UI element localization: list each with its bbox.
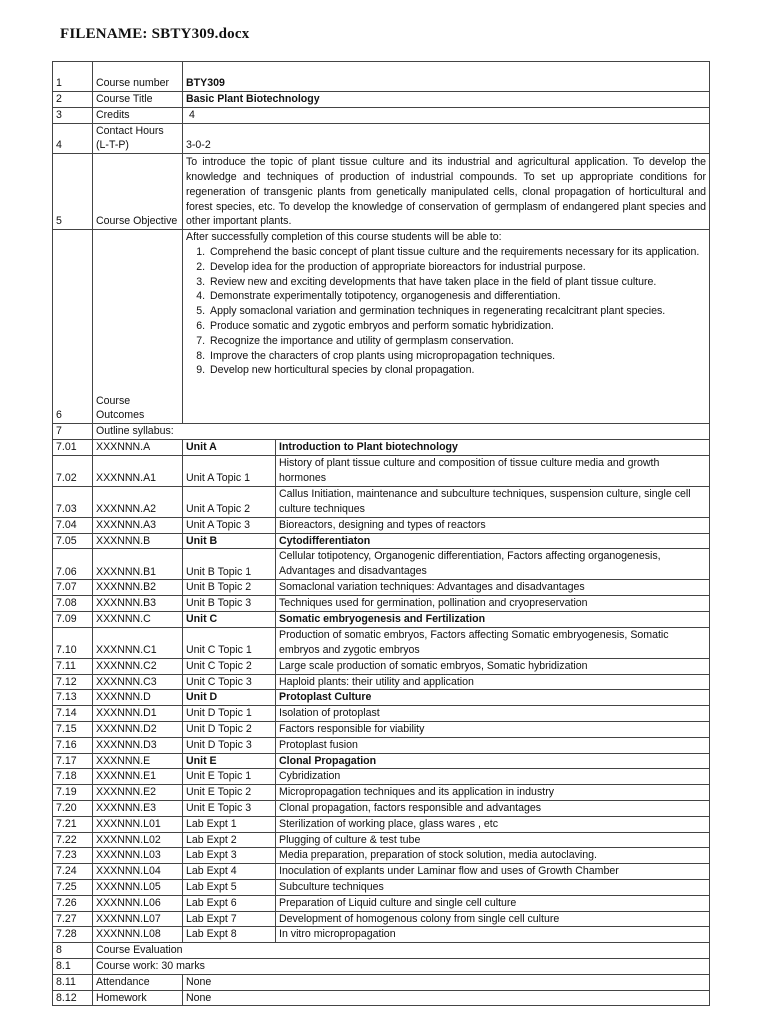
topic-text: Media preparation, preparation of stock solution, media autoclaving. — [276, 848, 710, 864]
syllabus-row — [53, 690, 710, 706]
module-code: XXXNNN.B — [93, 533, 183, 549]
row-number: 6 — [53, 230, 93, 424]
topic-text: Protoplast Culture — [276, 690, 710, 706]
syllabus-row — [53, 895, 710, 911]
row-number: 7.14 — [53, 706, 93, 722]
row-number: 7.28 — [53, 927, 93, 943]
module-code: XXXNNN.L05 — [93, 879, 183, 895]
syllabus-row — [53, 848, 710, 864]
row-value: Basic Plant Biotechnology — [183, 92, 710, 108]
row-number: 7.21 — [53, 816, 93, 832]
unit-label: Lab Expt 8 — [183, 927, 276, 943]
row-number: 7 — [53, 424, 93, 440]
header-row — [53, 92, 710, 108]
module-code: XXXNNN.A1 — [93, 455, 183, 486]
syllabus-row — [53, 596, 710, 612]
outcomes-row — [53, 230, 710, 424]
unit-label: Lab Expt 1 — [183, 816, 276, 832]
row-number: 8.12 — [53, 990, 93, 1006]
topic-text: Callus Initiation, maintenance and subculture techniques, suspension culture, single cell culture techniques — [276, 486, 710, 517]
module-code: XXXNNN.L06 — [93, 895, 183, 911]
row-number: 7.10 — [53, 627, 93, 658]
row-number: 2 — [53, 92, 93, 108]
unit-label: Unit B Topic 1 — [183, 549, 276, 580]
unit-label: Lab Expt 3 — [183, 848, 276, 864]
row-label: Course Outcomes — [93, 230, 183, 424]
unit-label: Unit B — [183, 533, 276, 549]
row-number: 1 — [53, 62, 93, 92]
row-number: 7.08 — [53, 596, 93, 612]
row-number: 7.22 — [53, 832, 93, 848]
topic-text: Large scale production of somatic embryos, Somatic hybridization — [276, 658, 710, 674]
row-number: 7.24 — [53, 864, 93, 880]
syllabus-row — [53, 455, 710, 486]
topic-text: Bioreactors, designing and types of reactors — [276, 517, 710, 533]
syllabus-row — [53, 927, 710, 943]
syllabus-row — [53, 864, 710, 880]
row-number: 4 — [53, 123, 93, 154]
row-label: Course Title — [93, 92, 183, 108]
unit-label: Lab Expt 6 — [183, 895, 276, 911]
syllabus-row — [53, 800, 710, 816]
topic-text: Somaclonal variation techniques: Advantages and disadvantages — [276, 580, 710, 596]
row-number: 7.06 — [53, 549, 93, 580]
row-value: BTY309 — [183, 62, 710, 92]
unit-label: Unit D Topic 1 — [183, 706, 276, 722]
row-number: 7.04 — [53, 517, 93, 533]
unit-label: Unit C Topic 2 — [183, 658, 276, 674]
unit-label: Lab Expt 4 — [183, 864, 276, 880]
unit-label: Unit D — [183, 690, 276, 706]
unit-label: Lab Expt 7 — [183, 911, 276, 927]
row-label: Outline syllabus: — [93, 424, 710, 440]
syllabus-row — [53, 769, 710, 785]
unit-label: Lab Expt 5 — [183, 879, 276, 895]
topic-text: History of plant tissue culture and composition of tissue culture media and growth hormones — [276, 455, 710, 486]
unit-label: Unit D Topic 2 — [183, 721, 276, 737]
unit-label: Unit C Topic 1 — [183, 627, 276, 658]
topic-text: Somatic embryogenesis and Fertilization — [276, 611, 710, 627]
outcome-item: 2. Develop idea for the production of appropriate bioreactors for industrial purpose. — [208, 260, 706, 275]
row-label: Attendance — [93, 974, 183, 990]
module-code: XXXNNN.A3 — [93, 517, 183, 533]
unit-label: Unit C Topic 3 — [183, 674, 276, 690]
unit-label: Unit E Topic 1 — [183, 769, 276, 785]
header-row — [53, 62, 710, 92]
row-label: Credits — [93, 107, 183, 123]
unit-label: Unit B Topic 3 — [183, 596, 276, 612]
row-number: 7.23 — [53, 848, 93, 864]
topic-text: Clonal Propagation — [276, 753, 710, 769]
row-number: 8.11 — [53, 974, 93, 990]
module-code: XXXNNN.L02 — [93, 832, 183, 848]
module-code: XXXNNN.E3 — [93, 800, 183, 816]
topic-text: Haploid plants: their utility and application — [276, 674, 710, 690]
unit-label: Unit A Topic 1 — [183, 455, 276, 486]
unit-label: Unit C — [183, 611, 276, 627]
row-number: 5 — [53, 154, 93, 230]
row-number: 7.15 — [53, 721, 93, 737]
module-code: XXXNNN.C — [93, 611, 183, 627]
module-code: XXXNNN.C2 — [93, 658, 183, 674]
row-value: None — [183, 990, 710, 1006]
module-code: XXXNNN.D1 — [93, 706, 183, 722]
row-number: 7.05 — [53, 533, 93, 549]
topic-text: Plugging of culture & test tube — [276, 832, 710, 848]
row-number: 7.20 — [53, 800, 93, 816]
topic-text: Introduction to Plant biotechnology — [276, 439, 710, 455]
syllabus-row — [53, 658, 710, 674]
unit-label: Unit E — [183, 753, 276, 769]
row-number: 7.01 — [53, 439, 93, 455]
eval-row — [53, 974, 710, 990]
module-code: XXXNNN.D — [93, 690, 183, 706]
row-value: 4 — [183, 107, 710, 123]
unit-label: Unit D Topic 3 — [183, 737, 276, 753]
row-number: 7.12 — [53, 674, 93, 690]
outcome-item: 1. Comprehend the basic concept of plant tissue culture and the requirements necessary for its application. — [208, 245, 706, 260]
syllabus-row — [53, 580, 710, 596]
syllabus-row — [53, 737, 710, 753]
outcome-item: 7. Recognize the importance and utility of germplasm conservation. — [208, 334, 706, 349]
row-number: 7.11 — [53, 658, 93, 674]
row-number: 7.26 — [53, 895, 93, 911]
row-number: 7.03 — [53, 486, 93, 517]
syllabus-row — [53, 911, 710, 927]
unit-label: Unit E Topic 3 — [183, 800, 276, 816]
outcome-item: 5. Apply somaclonal variation and germination techniques in regenerating recalcitrant plant species. — [208, 304, 706, 319]
syllabus-row — [53, 785, 710, 801]
row-value: None — [183, 974, 710, 990]
objective-row — [53, 154, 710, 230]
outcome-item: 3. Review new and exciting developments that have taken place in the field of plant tissue culture. — [208, 275, 706, 290]
topic-text: Subculture techniques — [276, 879, 710, 895]
topic-text: Techniques used for germination, pollination and cryopreservation — [276, 596, 710, 612]
syllabus-row — [53, 533, 710, 549]
outcome-item: 6. Produce somatic and zygotic embryos and perform somatic hybridization. — [208, 319, 706, 334]
module-code: XXXNNN.C1 — [93, 627, 183, 658]
row-label: Course number — [93, 62, 183, 92]
unit-label: Unit A — [183, 439, 276, 455]
unit-label: Unit E Topic 2 — [183, 785, 276, 801]
topic-text: Protoplast fusion — [276, 737, 710, 753]
module-code: XXXNNN.B2 — [93, 580, 183, 596]
row-number: 7.02 — [53, 455, 93, 486]
syllabus-row — [53, 753, 710, 769]
course-table — [52, 61, 710, 1006]
syllabus-row — [53, 816, 710, 832]
syllabus-row — [53, 611, 710, 627]
unit-label: Unit A Topic 3 — [183, 517, 276, 533]
row-number: 7.25 — [53, 879, 93, 895]
topic-text: Preparation of Liquid culture and single cell culture — [276, 895, 710, 911]
module-code: XXXNNN.D2 — [93, 721, 183, 737]
topic-text: Cytodifferentiaton — [276, 533, 710, 549]
outcome-item: 4. Demonstrate experimentally totipotency, organogenesis and differentiation. — [208, 289, 706, 304]
module-code: XXXNNN.L07 — [93, 911, 183, 927]
topic-text: Inoculation of explants under Laminar flow and uses of Growth Chamber — [276, 864, 710, 880]
topic-text: Clonal propagation, factors responsible and advantages — [276, 800, 710, 816]
module-code: XXXNNN.E2 — [93, 785, 183, 801]
module-code: XXXNNN.E — [93, 753, 183, 769]
row-label: Course Objective — [93, 154, 183, 230]
module-code: XXXNNN.A2 — [93, 486, 183, 517]
row-number: 8.1 — [53, 958, 93, 974]
syllabus-row — [53, 706, 710, 722]
row-label: Course work: 30 marks — [93, 958, 710, 974]
unit-label: Unit B Topic 2 — [183, 580, 276, 596]
coursework-row — [53, 958, 710, 974]
module-code: XXXNNN.L08 — [93, 927, 183, 943]
row-number: 3 — [53, 107, 93, 123]
syllabus-row — [53, 674, 710, 690]
outcome-item: 8. Improve the characters of crop plants using micropropagation techniques. — [208, 349, 706, 364]
outcomes-cell — [183, 230, 710, 424]
row-number: 7.18 — [53, 769, 93, 785]
syllabus-row — [53, 832, 710, 848]
row-number: 8 — [53, 943, 93, 959]
topic-text: Factors responsible for viability — [276, 721, 710, 737]
unit-label: Lab Expt 2 — [183, 832, 276, 848]
syllabus-row — [53, 721, 710, 737]
topic-text: Development of homogenous colony from single cell culture — [276, 911, 710, 927]
module-code: XXXNNN.C3 — [93, 674, 183, 690]
document-filename: FILENAME: SBTY309.docx — [60, 26, 250, 42]
syllabus-row — [53, 517, 710, 533]
eval-row — [53, 990, 710, 1006]
module-code: XXXNNN.D3 — [93, 737, 183, 753]
module-code: XXXNNN.L01 — [93, 816, 183, 832]
row-label: Course Evaluation — [93, 943, 710, 959]
syllabus-row — [53, 439, 710, 455]
module-code: XXXNNN.L04 — [93, 864, 183, 880]
topic-text: Cellular totipotency, Organogenic differentiation, Factors affecting organogenesis, Advantages and disadvantages — [276, 549, 710, 580]
row-number: 7.07 — [53, 580, 93, 596]
row-number: 7.09 — [53, 611, 93, 627]
topic-text: Cybridization — [276, 769, 710, 785]
row-label: Contact Hours (L-T-P) — [93, 123, 183, 154]
row-number: 7.13 — [53, 690, 93, 706]
module-code: XXXNNN.A — [93, 439, 183, 455]
outline-row — [53, 424, 710, 440]
outcome-item: 9. Develop new horticultural species by clonal propagation. — [208, 363, 706, 378]
row-label: Homework — [93, 990, 183, 1006]
row-number: 7.16 — [53, 737, 93, 753]
syllabus-row — [53, 486, 710, 517]
unit-label: Unit A Topic 2 — [183, 486, 276, 517]
outcomes-list — [186, 245, 706, 378]
module-code: XXXNNN.B3 — [93, 596, 183, 612]
objective-text: To introduce the topic of plant tissue culture and its industrial and agricultural application. To develop the knowledge and techniques of production of industrial compounds. To set up appropriate conditions for regeneration of transgenic plants from genetically manipulated cells, clonal propagation of horticultural and forest species, etc. To develop the knowledge of conservation of germplasm of endangered plant species and other important plants. — [183, 154, 710, 230]
row-number: 7.27 — [53, 911, 93, 927]
syllabus-row — [53, 879, 710, 895]
topic-text: Isolation of protoplast — [276, 706, 710, 722]
topic-text: Production of somatic embryos, Factors affecting Somatic embryogenesis, Somatic embryos and zygotic embryos — [276, 627, 710, 658]
module-code: XXXNNN.B1 — [93, 549, 183, 580]
row-number: 7.17 — [53, 753, 93, 769]
module-code: XXXNNN.E1 — [93, 769, 183, 785]
row-value: 3-0-2 — [183, 123, 710, 154]
syllabus-row — [53, 549, 710, 580]
module-code: XXXNNN.L03 — [93, 848, 183, 864]
outcomes-intro: After successfully completion of this course students will be able to: — [186, 231, 502, 244]
header-row — [53, 123, 710, 154]
evaluation-row — [53, 943, 710, 959]
row-number: 7.19 — [53, 785, 93, 801]
syllabus-row — [53, 627, 710, 658]
topic-text: In vitro micropropagation — [276, 927, 710, 943]
header-row — [53, 107, 710, 123]
topic-text: Sterilization of working place, glass wares , etc — [276, 816, 710, 832]
topic-text: Micropropagation techniques and its application in industry — [276, 785, 710, 801]
